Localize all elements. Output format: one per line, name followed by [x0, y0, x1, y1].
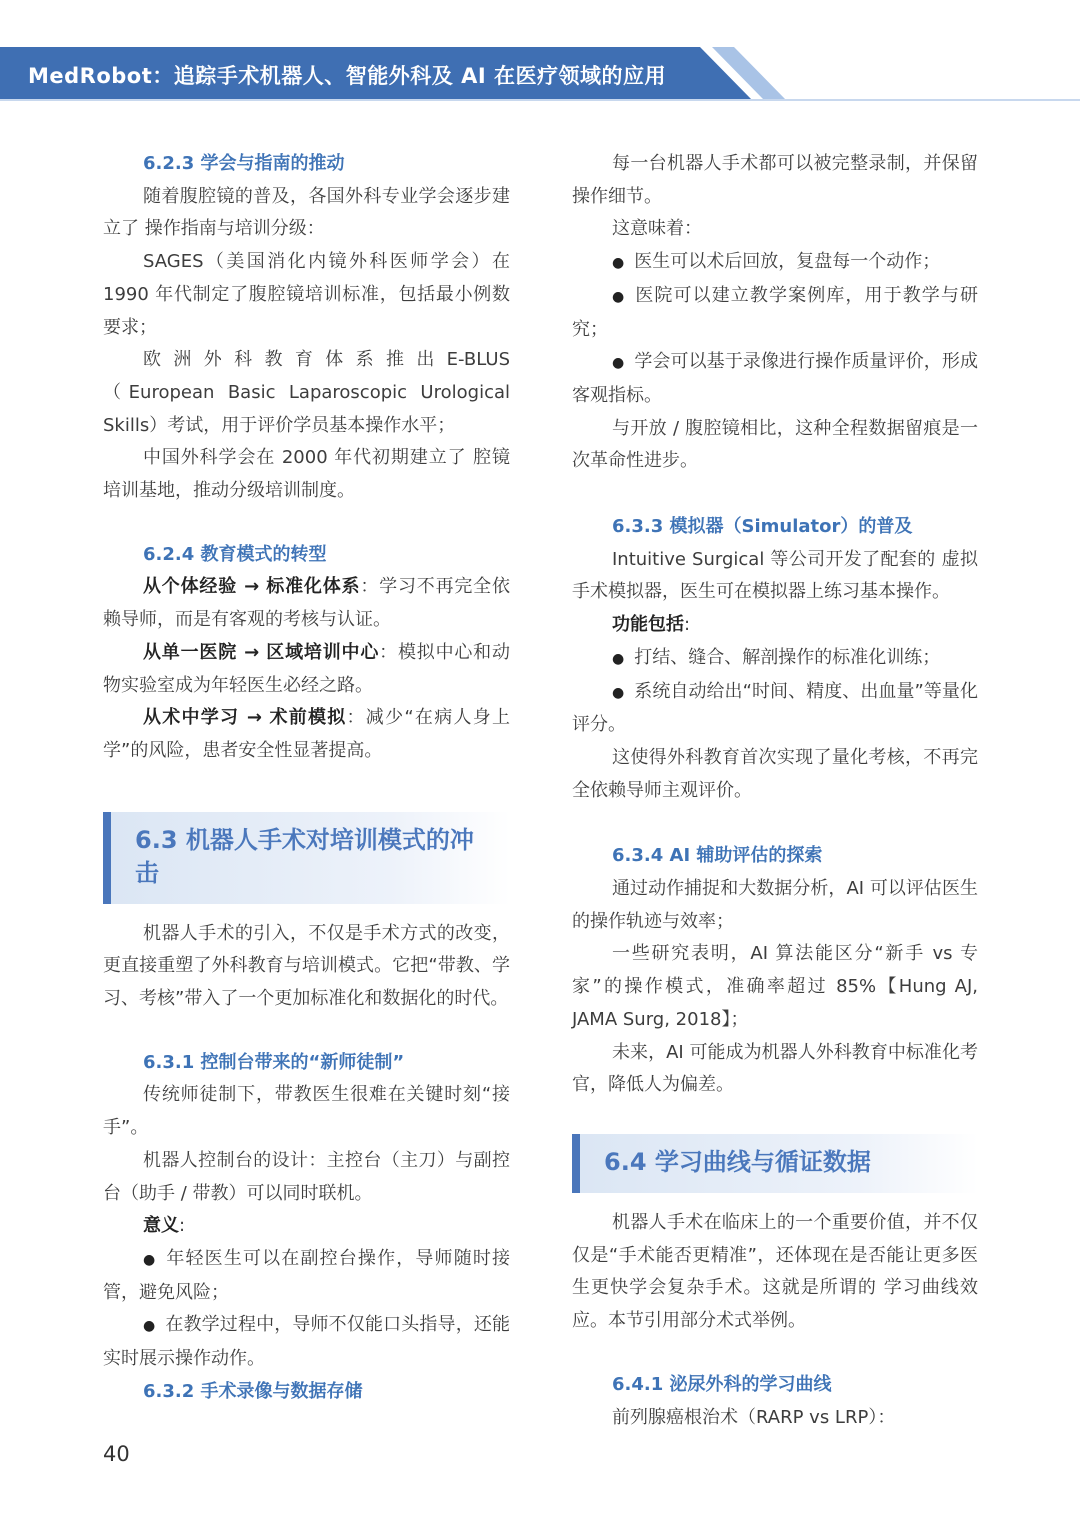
page-number: 40 — [103, 1442, 130, 1466]
paragraph: 每一台机器人手术都可以被完整录制，并保留操作细节。 — [572, 153, 978, 207]
bullet-text: 在教学过程中，导师不仅能口头指导，还能实时展示操作动作。 — [103, 1314, 510, 1370]
bullet-item — [572, 280, 978, 346]
heading-6-2-4: 6.2.4 教育模式的转型 — [143, 543, 327, 565]
bullet-text: 系统自动给出“时间、精度、出血量”等量化评分。 — [572, 680, 978, 736]
heading-6-2-3: 6.2.3 学会与指南的推动 — [143, 153, 345, 174]
section-heading-6-3: 6.3 机器人手术对培训模式的冲击 — [103, 812, 510, 904]
bullet-item — [572, 676, 978, 742]
paragraph: 随着腹腔镜的普及，各国外科专业学会逐步建立了 操作指南与培训分级： — [103, 185, 510, 240]
paragraph: 欧 洲 外 科 教 育 体 系 推 出 E-BLUS（European Basic Laparoscopic Urological Skills）考试，用于评价学员基本操作水平； — [103, 349, 510, 436]
meaning-label-line — [103, 1210, 510, 1243]
paragraph: 中国外科学会在 2000 年代初期建立了 腔镜培训基地，推动分级培训制度。 — [103, 447, 510, 502]
bullet-text: 年轻医生可以在副控台操作，导师随时接管，避免风险； — [103, 1247, 510, 1303]
paragraph: 这使得外科教育首次实现了量化考核，不再完全依赖导师主观评价。 — [572, 746, 978, 801]
item-strong: 从个体经验 → 标准化体系 — [143, 576, 361, 598]
bullet-item — [572, 246, 978, 280]
paragraph: Intuitive Surgical 等公司开发了配套的 虚拟手术模拟器，医生可在模拟器上练习基本操作。 — [572, 548, 978, 603]
heading-6-3-2: 6.3.2 手术录像与数据存储 — [143, 1380, 363, 1402]
meaning-label: 意义 — [143, 1215, 179, 1237]
bullet-item — [572, 642, 978, 676]
bullet-text: 医生可以术后回放，复盘每一个动作； — [634, 251, 941, 273]
function-colon: : — [684, 614, 691, 636]
bullet-item — [103, 1309, 510, 1375]
paragraph: 前列腺癌根治术（RARP vs LRP）： — [612, 1406, 896, 1428]
heading-6-3-3: 6.3.3 模拟器（Simulator）的普及 — [612, 516, 913, 538]
meaning-colon: : — [179, 1215, 186, 1237]
bullet-item — [572, 346, 978, 412]
list-item — [103, 637, 510, 702]
paragraph: 一些研究表明，AI 算法能区分“新手 vs 专家”的操作模式，准确率超过 85%【Hung AJ, JAMA Surg, 2018】； — [572, 943, 978, 1030]
heading-6-3-1: 6.3.1 控制台带来的“新师徒制” — [143, 1051, 405, 1073]
bullet-text: 打结、缝合、解剖操作的标准化训练； — [634, 646, 941, 668]
bullet-icon: ● — [143, 1251, 156, 1268]
paragraph: 与开放 / 腹腔镜相比，这种全程数据留痕是一次革命性进步。 — [572, 417, 978, 472]
item-text: ：模拟中心和动物实验室成为年轻医生必经之路。 — [103, 641, 510, 696]
section-heading-6-4: 6.4 学习曲线与循证数据 — [572, 1134, 978, 1193]
paragraph: 未来，AI 可能成为机器人外科教育中标准化考官，降低人为偏差。 — [572, 1041, 978, 1096]
bullet-icon: ● — [143, 1318, 156, 1335]
bullet-icon: ● — [612, 684, 625, 701]
paragraph: 通过动作捕捉和大数据分析，AI 可以评估医生的操作轨迹与效率； — [572, 878, 978, 932]
bullet-icon: ● — [612, 255, 625, 272]
list-item — [103, 702, 510, 767]
paragraph: 机器人控制台的设计：主控台（主刀）与副控台（助手 / 带教）可以同时联机。 — [103, 1149, 510, 1204]
bullet-icon: ● — [612, 355, 625, 372]
bullet-item — [103, 1243, 510, 1309]
list-item — [103, 571, 510, 636]
heading-6-4-1: 6.4.1 泌尿外科的学习曲线 — [612, 1373, 832, 1395]
right-column — [572, 148, 978, 1434]
bullet-icon: ● — [612, 650, 625, 667]
paragraph: 传统师徒制下，带教医生很难在关键时刻“接手”。 — [103, 1084, 510, 1139]
bullet-text: 学会可以基于录像进行操作质量评价，形成客观指标。 — [572, 351, 978, 406]
bullet-text: 医院可以建立教学案例库，用于教学与研究； — [572, 284, 978, 340]
document-title: MedRobot：追踪手术机器人、智能外科及 AI 在医疗领域的应用 — [28, 64, 666, 88]
item-strong: 从单一医院 → 区域培训中心 — [143, 641, 380, 663]
function-label-line — [572, 609, 978, 642]
paragraph: 机器人手术在临床上的一个重要价值，并不仅仅是“手术能否更精准”，还体现在是否能让更多医生更快学会复杂手术。这就是所谓的 学习曲线效应。本节引用部分术式举例。 — [572, 1211, 978, 1332]
function-label: 功能包括 — [612, 614, 684, 636]
header-banner — [0, 0, 1080, 130]
paragraph: SAGES（美国消化内镜外科医师学会）在 1990 年代制定了腹腔镜培训标准，包括最小例数要求； — [103, 251, 510, 338]
item-text: ：学习不再完全依赖导师，而是有客观的考核与认证。 — [103, 576, 510, 631]
paragraph: 机器人手术的引入，不仅是手术方式的改变，更直接重塑了外科教育与培训模式。它把“带教、学习、考核”带入了一个更加标准化和数据化的时代。 — [103, 922, 510, 1010]
heading-6-3-4: 6.3.4 AI 辅助评估的探索 — [612, 845, 823, 867]
left-column — [103, 148, 510, 1409]
item-strong: 从术中学习 → 术前模拟 — [143, 707, 347, 729]
item-text: ：减少“在病人身上学”的风险，患者安全性显著提高。 — [103, 707, 510, 761]
bullet-icon: ● — [612, 288, 625, 305]
paragraph: 这意味着： — [612, 218, 702, 240]
